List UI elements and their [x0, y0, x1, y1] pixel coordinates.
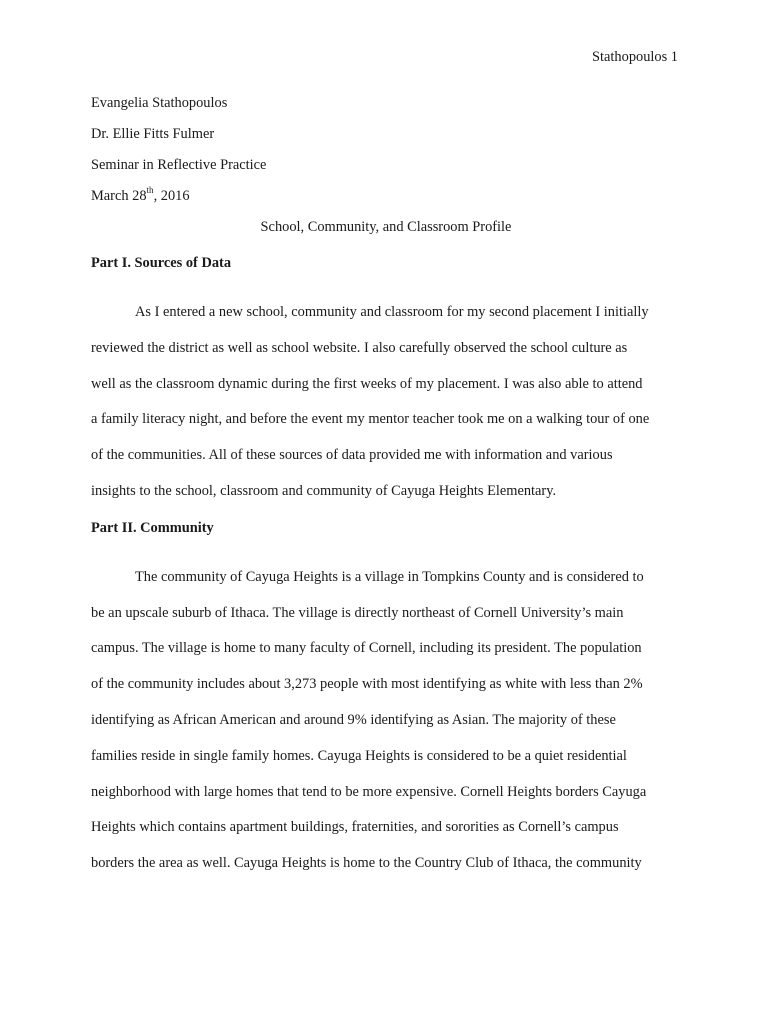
section-heading-community: Part II. Community — [91, 519, 214, 536]
paragraph-line: Heights which contains apartment buildings, fraternities, and sororities as Cornell’s campus — [91, 819, 619, 836]
running-head: Stathopoulos 1 — [592, 49, 678, 65]
date-ordinal-suffix: th — [146, 185, 154, 196]
paragraph-line: insights to the school, classroom and community of Cayuga Heights Elementary. — [91, 482, 557, 499]
section-heading-sources-of-data: Part I. Sources of Data — [91, 255, 232, 271]
paragraph-line: well as the classroom dynamic during the first weeks of my placement. I was also able to attend — [91, 375, 643, 392]
paragraph-line: a family literacy night, and before the event my mentor teacher took me on a walking tour of one — [91, 411, 650, 428]
instructor-name: Dr. Ellie Fitts Fulmer — [91, 126, 215, 142]
paragraph-line: The community of Cayuga Heights is a village in Tompkins County and is considered to — [135, 568, 644, 585]
paragraph-line: borders the area as well. Cayuga Heights is home to the Country Club of Ithaca, the community — [91, 855, 642, 872]
paragraph-line: As I entered a new school, community and classroom for my second placement I initially — [135, 304, 649, 320]
mla-heading-block — [91, 93, 681, 882]
date-line — [91, 186, 681, 217]
paragraph-community — [91, 560, 681, 882]
document-title: School, Community, and Classroom Profile — [260, 219, 512, 235]
paragraph-line: campus. The village is home to many faculty of Cornell, including its president. The population — [91, 640, 642, 657]
author-name: Evangelia Stathopoulos — [91, 95, 228, 111]
date-suffix: , 2016 — [153, 188, 190, 204]
paragraph-line: neighborhood with large homes that tend to be more expensive. Cornell Heights borders Cayuga — [91, 783, 647, 800]
paragraph-line: be an upscale suburb of Ithaca. The village is directly northeast of Cornell University’s main — [91, 604, 624, 621]
paragraph-line: identifying as African American and around 9% identifying as Asian. The majority of these — [91, 711, 616, 728]
paragraph-sources-of-data — [91, 295, 681, 510]
paragraph-line: of the communities. All of these sources of data provided me with information and various — [91, 447, 613, 464]
paragraph-line: families reside in single family homes. Cayuga Heights is considered to be a quiet residential — [91, 747, 627, 764]
date-prefix: March 28 — [91, 188, 147, 204]
course-name: Seminar in Reflective Practice — [91, 157, 267, 173]
paragraph-line: of the community includes about 3,273 people with most identifying as white with less than 2% — [91, 676, 643, 693]
paragraph-line: reviewed the district as well as school website. I also carefully observed the school culture as — [91, 339, 628, 356]
